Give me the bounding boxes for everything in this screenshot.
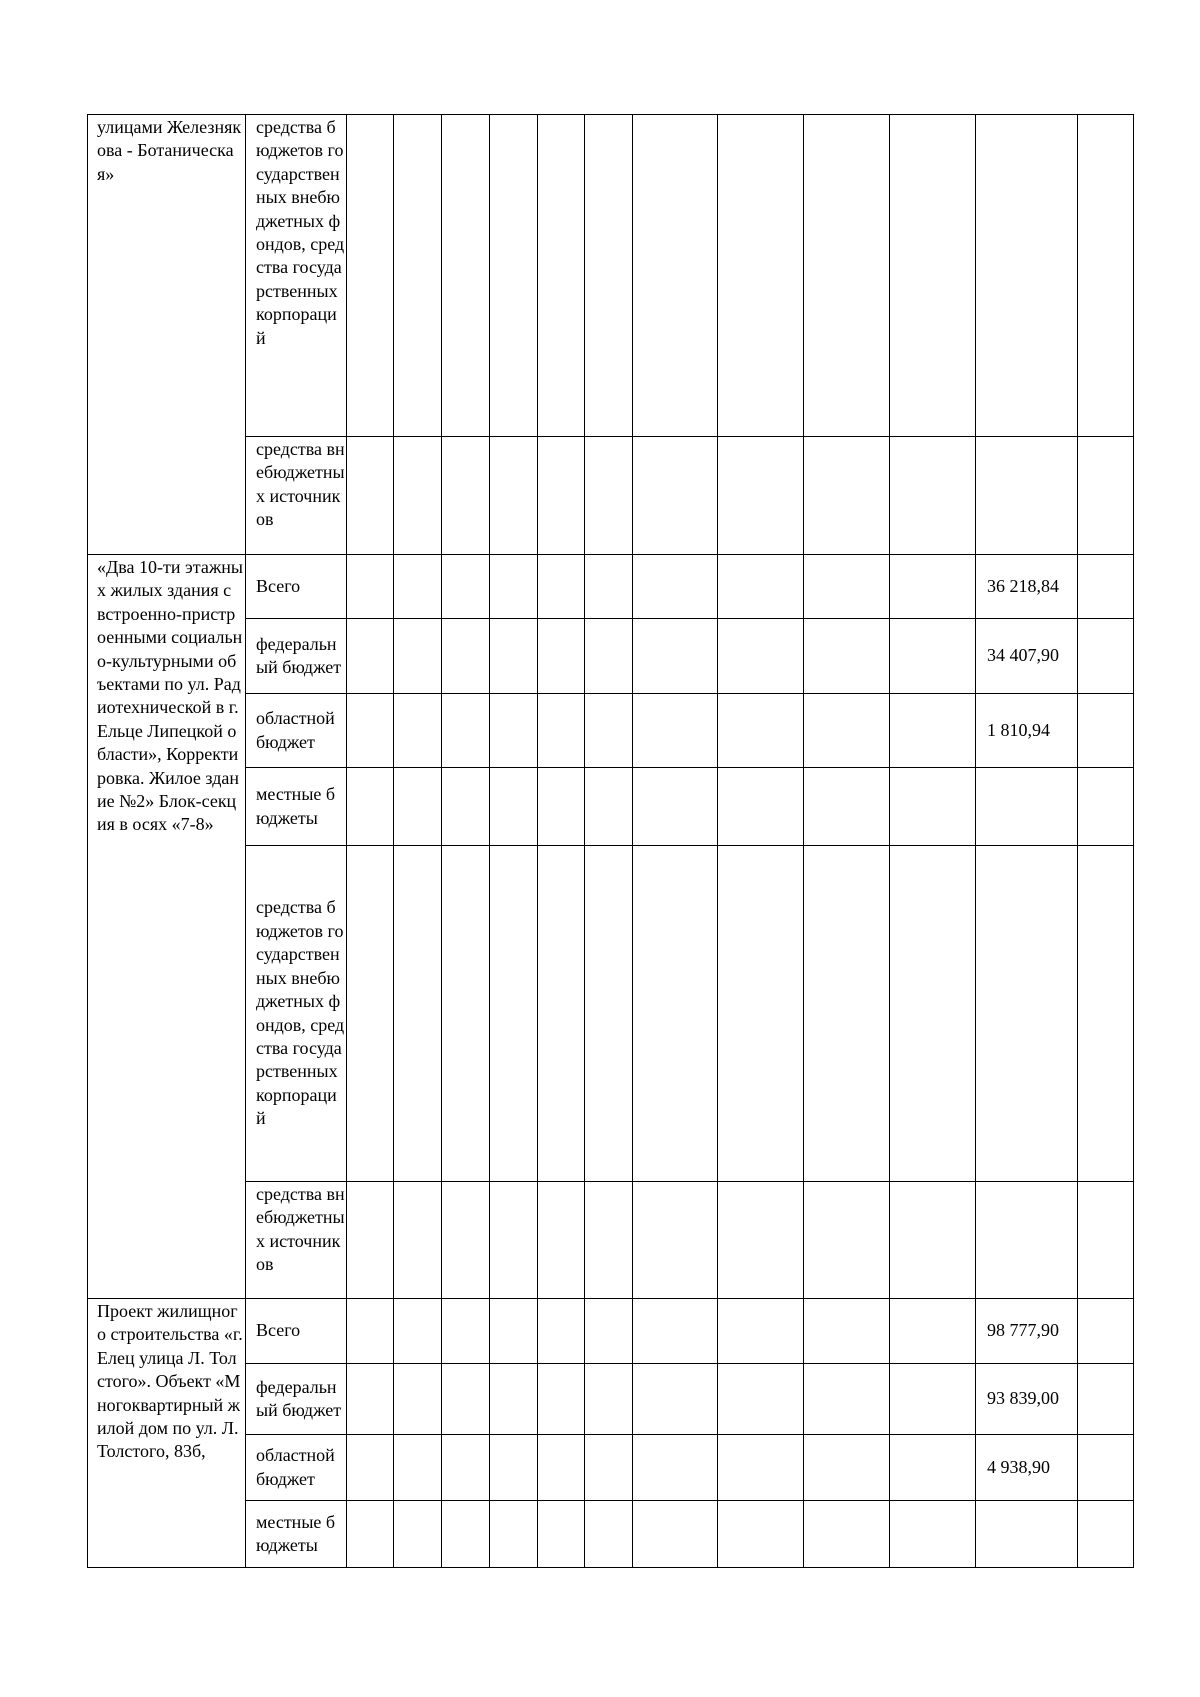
table-row: [88, 1299, 1134, 1364]
funding-source-cell: Всего: [246, 1299, 347, 1364]
table-row: [88, 555, 1134, 619]
amount-cell: 98 777,90: [976, 1299, 1078, 1364]
funding-source-cell: местные бюджеты: [246, 768, 347, 846]
budget-table: [87, 114, 1134, 1568]
funding-source-cell: местные бюджеты: [246, 1501, 347, 1568]
funding-source-cell: Всего: [246, 555, 347, 619]
funding-source-cell: областной бюджет: [246, 694, 347, 768]
amount-cell: [976, 1182, 1078, 1299]
amount-cell: 36 218,84: [976, 555, 1078, 619]
amount-cell: [976, 1501, 1078, 1568]
table-row: [88, 115, 1134, 437]
object-name-cell: «Два 10-ти этажных жилых здания с встроенно-пристроенными социально-культурными объектами по ул. Радиотехнической в г. Ельце Липецкой области», Корректировка. Жилое здание №2» Блок-секция в осях «7-8»: [88, 555, 246, 1299]
amount-cell: [976, 768, 1078, 846]
funding-source-cell: областной бюджет: [246, 1435, 347, 1501]
amount-cell: 1 810,94: [976, 694, 1078, 768]
amount-cell: [976, 846, 1078, 1182]
object-name-cell: Проект жилищного строительства «г. Елец улица Л. Толстого». Объект «Многоквартирный жилой дом по ул. Л. Толстого, 83б,: [88, 1299, 246, 1568]
amount-cell: 4 938,90: [976, 1435, 1078, 1501]
funding-source-cell: федеральный бюджет: [246, 619, 347, 694]
amount-cell: 93 839,00: [976, 1364, 1078, 1435]
amount-cell: [976, 115, 1078, 437]
funding-source-cell: средства внебюджетных источников: [246, 1182, 347, 1299]
object-name-cell: улицами Железнякова - Ботаническая»: [88, 115, 246, 555]
amount-cell: [976, 437, 1078, 555]
amount-cell: 34 407,90: [976, 619, 1078, 694]
funding-source-cell: федеральный бюджет: [246, 1364, 347, 1435]
funding-source-cell: средства бюджетов государственных внебюджетных фондов, средства государственных корпораций: [246, 115, 347, 437]
funding-source-cell: средства внебюджетных источников: [246, 437, 347, 555]
funding-source-cell: средства бюджетов государственных внебюджетных фондов, средства государственных корпораций: [246, 846, 347, 1182]
